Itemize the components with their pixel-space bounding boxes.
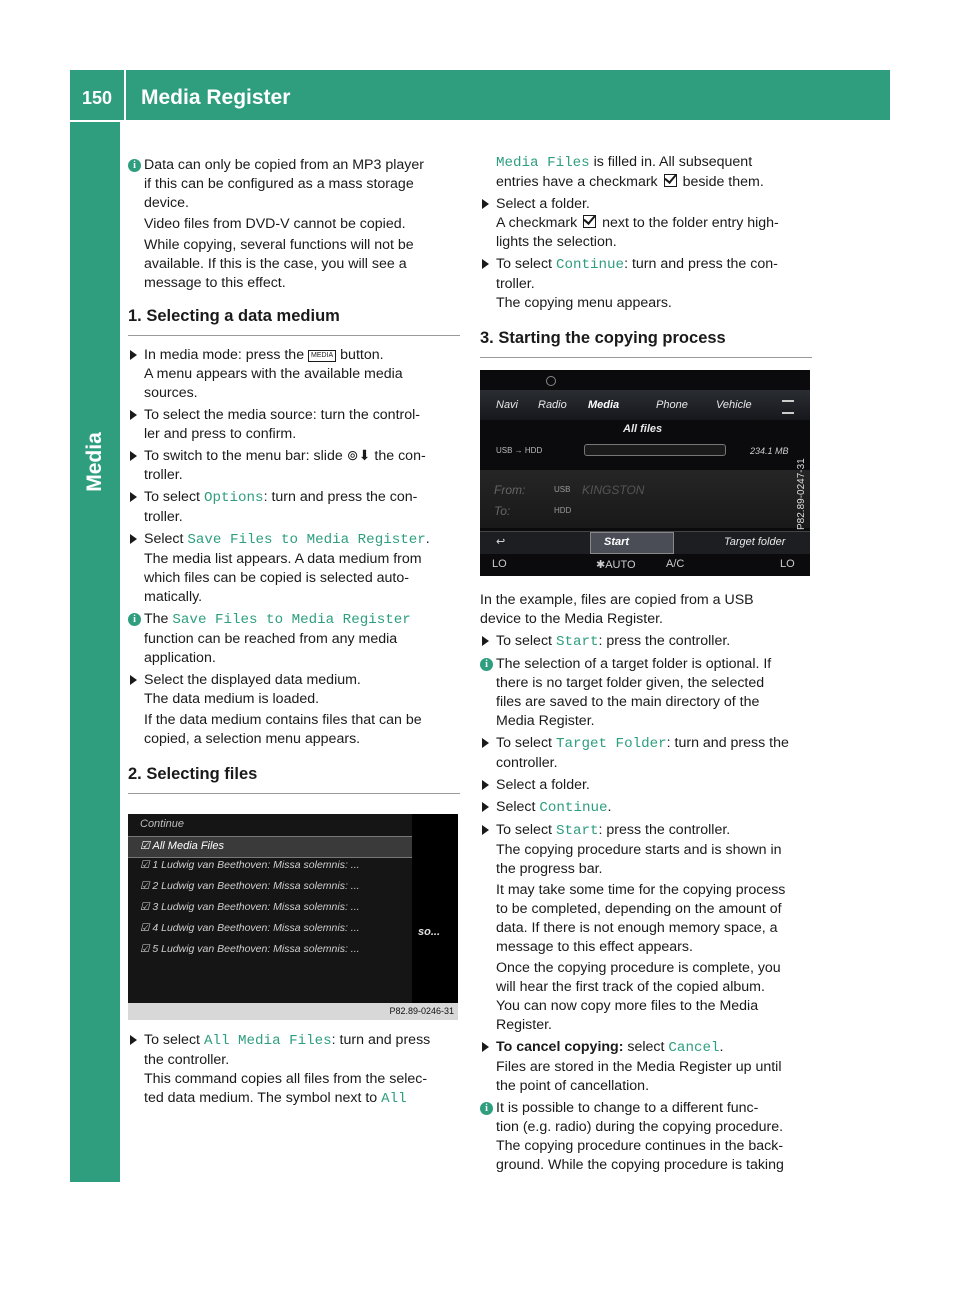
step: To select Start: press the controller. bbox=[480, 632, 812, 652]
list-item: ☑ 5 Ludwig van Beethoven: Missa solemnis: ... bbox=[140, 943, 360, 955]
arrow-icon bbox=[482, 636, 489, 646]
continue-item: Continue bbox=[140, 818, 185, 830]
list-item: ☑ 4 Ludwig van Beethoven: Missa solemnis: ... bbox=[140, 922, 360, 934]
all-media-files-item: ☑ All Media Files bbox=[140, 840, 225, 852]
menu-vehicle: Vehicle bbox=[716, 399, 752, 411]
paragraph: Media Files is filled in. All subsequent entries have a checkmark beside them. bbox=[496, 154, 764, 190]
header-divider bbox=[124, 70, 126, 120]
step: To select Continue: turn and press the con- troller. The copying menu appears. bbox=[480, 255, 812, 313]
section-heading: 3. Starting the copying process bbox=[480, 329, 812, 358]
arrow-icon bbox=[130, 534, 137, 544]
fan-auto: ✱AUTO bbox=[596, 559, 636, 571]
section-label: Media bbox=[83, 432, 106, 492]
arrow-icon bbox=[482, 780, 489, 790]
arrow-icon bbox=[482, 738, 489, 748]
step: Select Continue. bbox=[480, 798, 812, 818]
right-column-tail bbox=[480, 591, 812, 1175]
arrow-icon bbox=[130, 492, 137, 502]
step: To cancel copying: select Cancel. Files are stored in the Media Register up until the point of cancellation. bbox=[480, 1038, 812, 1096]
step: To select Target Folder: turn and press the controller. bbox=[480, 734, 812, 773]
camera-icon bbox=[546, 376, 556, 386]
step: To select Options: turn and press the con- troller. bbox=[128, 488, 460, 527]
screenshot-select-files bbox=[128, 814, 458, 1020]
left-column-tail bbox=[128, 1031, 460, 1109]
figure-code: P82.89-0247-31 bbox=[796, 458, 807, 530]
menu-navi: Navi bbox=[496, 399, 519, 411]
info-icon: i bbox=[480, 1102, 493, 1115]
controller-slide-icon: ⊚⬇ bbox=[346, 448, 371, 464]
step: Select a folder. bbox=[480, 776, 812, 795]
checkmark-icon bbox=[664, 174, 677, 187]
step: Select a folder. A checkmark next to the folder entry high- lights the selection. bbox=[480, 195, 812, 252]
arrow-icon bbox=[130, 410, 137, 420]
section-heading: 1. Selecting a data medium bbox=[128, 307, 460, 336]
info-icon: i bbox=[480, 658, 493, 671]
info-note: i The Save Files to Media Register function can be reached from any media application. bbox=[128, 610, 460, 668]
step: In media mode: press the MEDIA button. A menu appears with the available media sources. bbox=[128, 346, 460, 403]
list-item: ☑ 3 Ludwig van Beethoven: Missa solemnis: ... bbox=[140, 901, 360, 913]
section-tab bbox=[70, 122, 120, 1182]
menu-radio: Radio bbox=[538, 399, 567, 411]
figure-code: P82.89-0246-31 bbox=[128, 1003, 458, 1020]
step: Select the displayed data medium. The data medium is loaded. If the data medium contains files that can be copied, a selection menu appears. bbox=[128, 671, 460, 749]
section-heading: 2. Selecting files bbox=[128, 765, 460, 794]
left-column bbox=[128, 156, 460, 794]
screenshot-copy-menu: Navi Radio Media Phone Vehicle All files USB → HDD 234.1 MB From: USB KINGSTON To: HDD ↩ Start Target folder LO ✱AUTO A/C LO P82.89-0247-31 bbox=[480, 370, 810, 576]
step: To switch to the menu bar: slide ⊚⬇ the con- troller. bbox=[128, 447, 460, 485]
arrow-icon bbox=[482, 802, 489, 812]
size-readout: 234.1 MB bbox=[750, 446, 789, 456]
step: To select the media source: turn the control- ler and press to confirm. bbox=[128, 406, 460, 444]
checkmark-icon bbox=[583, 215, 596, 228]
list-item: ☑ 2 Ludwig van Beethoven: Missa solemnis: ... bbox=[140, 880, 360, 892]
back-icon[interactable]: ↩ bbox=[496, 536, 506, 548]
menu-media: Media bbox=[588, 399, 620, 411]
page-title: Media Register bbox=[141, 86, 291, 109]
arrow-icon bbox=[482, 1042, 489, 1052]
info-note: i It is possible to change to a different func- tion (e.g. radio) during the copying procedure. The copying procedure continues in the back- ground. While the copying procedure is taking bbox=[480, 1099, 812, 1175]
arrow-icon bbox=[130, 350, 137, 360]
all-files-title: All files bbox=[623, 423, 663, 435]
arrow-icon bbox=[482, 825, 489, 835]
arrow-icon bbox=[130, 451, 137, 461]
media-button-icon: MEDIA bbox=[308, 350, 336, 362]
arrow-icon bbox=[130, 675, 137, 685]
side-preview: so... bbox=[418, 926, 441, 938]
arrow-icon bbox=[130, 1035, 137, 1045]
paragraph: In the example, files are copied from a USB device to the Media Register. bbox=[480, 592, 754, 627]
arrow-icon bbox=[482, 199, 489, 209]
step: To select All Media Files: turn and press the controller. This command copies all files from the selec- ted data medium. The symbol next to All bbox=[128, 1031, 460, 1109]
arrow-icon bbox=[482, 259, 489, 269]
info-note: i Data can only be copied from an MP3 player if this can be configured as a mass storage device. Video files from DVD-V cannot be copied. While copying, several functions will not be available. If this is the case, you will see a message to this effect. bbox=[128, 156, 460, 293]
page-number: 150 bbox=[82, 88, 113, 108]
list-item: ☑ 1 Ludwig van Beethoven: Missa solemnis: ... bbox=[140, 859, 360, 871]
progress-bar bbox=[584, 444, 726, 456]
info-icon: i bbox=[128, 159, 141, 172]
info-note: i The selection of a target folder is optional. If there is no target folder given, the selected files are saved to the main directory of the Media Register. bbox=[480, 655, 812, 731]
right-column bbox=[480, 153, 812, 358]
menu-phone: Phone bbox=[656, 399, 688, 411]
step: To select Start: press the controller. The copying procedure starts and is shown in the progress bar. It may take some time for the copying process to be completed, depending on the amount of data. If there is not enough memory space, a message to this effect appears. Once the copying procedure is complete, you will hear the first track of the copied album. You can now copy more files to the Media Register. bbox=[480, 821, 812, 1035]
step: Select Save Files to Media Register. The media list appears. A data medium from which files can be copied is selected auto- matically. bbox=[128, 530, 460, 607]
start-button[interactable] bbox=[590, 532, 674, 554]
target-folder-button[interactable]: Target folder bbox=[724, 536, 786, 548]
info-icon: i bbox=[128, 613, 141, 626]
menu-icon bbox=[782, 400, 794, 414]
